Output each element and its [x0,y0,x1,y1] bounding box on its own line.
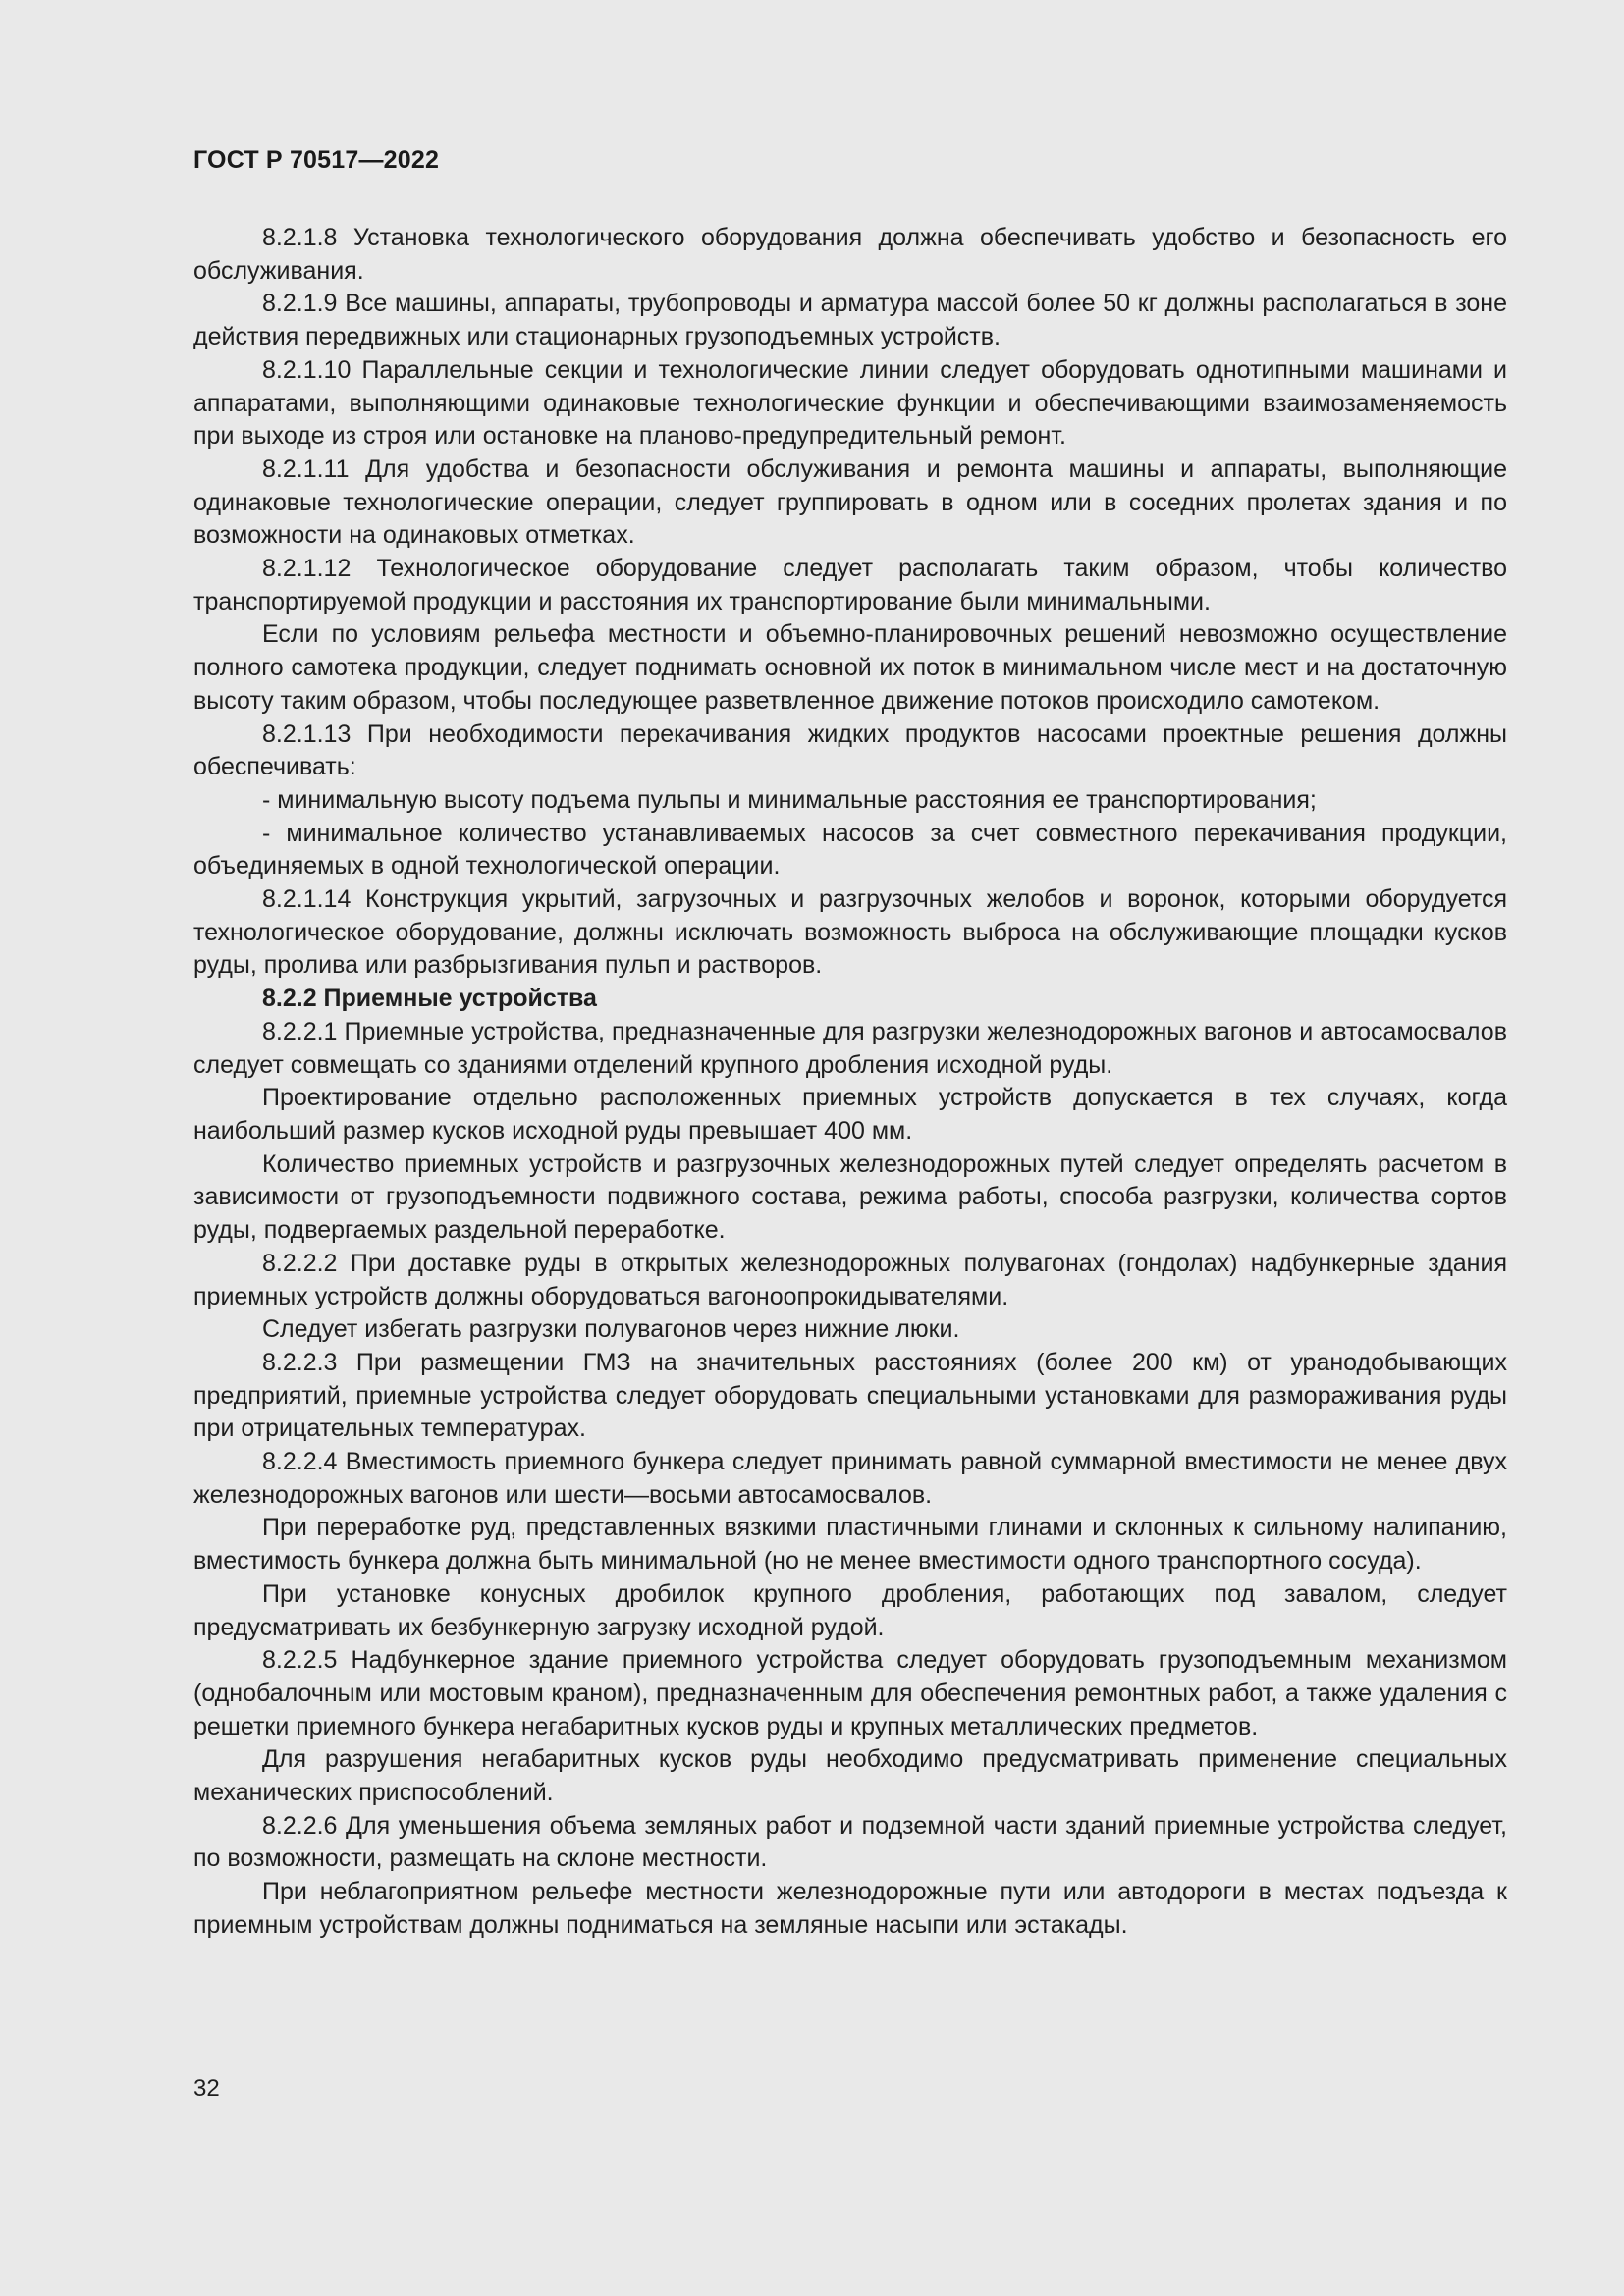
paragraph-cone-crushers: При установке конусных дробилок крупного дробления, работающих под завалом, следует предусматривать их безбункерную загрузку исходной рудой. [193,1579,1507,1641]
paragraph-8-2-1-9: 8.2.1.9 Все машины, аппараты, трубопроводы и арматура массой более 50 кг должны располагаться в зоне действия передвижных или стационарных грузоподъемных устройств. [193,290,1507,351]
paragraph-8-2-1-12: 8.2.1.12 Технологическое оборудование следует располагать таким образом, чтобы количество транспортируемой продукции и расстояния их транспортирование были минимальными. [193,555,1507,615]
paragraph-embankments: При неблагоприятном рельефе местности железнодорожные пути или автодороги в местах подъезда к приемным устройствам должны подниматься на земляные насыпи или эстакады. [193,1878,1507,1939]
paragraph-8-2-1-10: 8.2.1.10 Параллельные секции и технологические линии следует оборудовать однотипными машинами и аппаратами, выполняющими одинаковые технологические функции и обеспечивающими взаимозаменяемость при выходе из строя или остановке на планово-предупредительный ремонт. [193,355,1507,451]
paragraph-oversize-breaking: Для разрушения негабаритных кусков руды необходимо предусматривать применение специальных механических приспособлений. [193,1745,1507,1807]
section-heading-8-2-2: 8.2.2 Приемные устройства [262,985,597,1013]
list-item-pump-height: - минимальную высоту подъема пульпы и минимальные расстояния ее транспортирования; [262,785,1317,814]
paragraph-8-2-2-5: 8.2.2.5 Надбункерное здание приемного устройства следует оборудовать грузоподъемным механизмом (однобалочным или мостовым краном), предназначенным для обеспечения ремонтных работ, а также удаления с решетки приемного бункера негабаритных кусков руды и крупных металлических предметов. [193,1646,1507,1740]
paragraph-8-2-2-6: 8.2.2.6 Для уменьшения объема земляных работ и подземной части зданий приемные устройства следует, по возможности, размещать на склоне местности. [193,1811,1507,1873]
page-number: 32 [193,2075,220,2102]
paragraph-8-2-2-4: 8.2.2.4 Вместимость приемного бункера следует принимать равной суммарной вместимости не менее двух железнодорожных вагонов или шести—восьми автосамосвалов. [193,1448,1507,1509]
paragraph-separate-receivers: Проектирование отдельно расположенных приемных устройств допускается в тех случаях, когда наибольший размер кусков исходной руды превышает 400 мм. [193,1084,1507,1145]
paragraph-8-2-1-13: 8.2.1.13 При необходимости перекачивания жидких продуктов насосами проектные решения должны обеспечивать: [193,720,1507,781]
document-body [193,222,1507,1943]
paragraph-clay-ores: При переработке руд, представленных вязкими пластичными глинами и склонных к сильному налипанию, вместимость бункера должна быть минимальной (но не менее вместимости одного транспортного сосуда). [193,1514,1507,1575]
paragraph-self-flow: Если по условиям рельефа местности и объемно-планировочных решений невозможно осуществление полного самотека продукции, следует поднимать основной их поток в минимальном числе мест и на достаточную высоту таким образом, чтобы последующее разветвленное движение потоков происходило самотеком. [193,620,1507,715]
paragraph-8-2-2-2: 8.2.2.2 При доставке руды в открытых железнодорожных полувагонах (гондолах) надбункерные здания приемных устройств должны оборудоваться вагоноопрокидывателями. [193,1249,1507,1310]
paragraph-avoid-hatches: Следует избегать разгрузки полувагонов через нижние люки. [262,1315,960,1344]
paragraph-8-2-2-1: 8.2.2.1 Приемные устройства, предназначенные для разгрузки железнодорожных вагонов и автосамосвалов следует совмещать со зданиями отделений крупного дробления исходной руды. [193,1017,1507,1079]
paragraph-receiver-count: Количество приемных устройств и разгрузочных железнодорожных путей следует определять расчетом в зависимости от грузоподъемности подвижного состава, режима работы, способа разгрузки, количества сортов руды, подвергаемых раздельной переработке. [193,1149,1507,1245]
standard-header: ГОСТ Р 70517—2022 [193,146,440,174]
paragraph-8-2-2-3: 8.2.2.3 При размещении ГМЗ на значительных расстояниях (более 200 км) от уранодобывающих предприятий, приемные устройства следует оборудовать специальными установками для размораживания руды при отрицательных температурах. [193,1348,1507,1443]
paragraph-8-2-1-8: 8.2.1.8 Установка технологического оборудования должна обеспечивать удобство и безопасность его обслуживания. [193,224,1507,285]
list-item-pump-count: - минимальное количество устанавливаемых насосов за счет совместного перекачивания продукции, объединяемых в одной технологической операции. [193,819,1507,881]
paragraph-8-2-1-11: 8.2.1.11 Для удобства и безопасности обслуживания и ремонта машины и аппараты, выполняющие одинаковые технологические операции, следует группировать в одном или в соседних пролетах здания и по возможности на одинаковых отметках. [193,454,1507,550]
paragraph-8-2-1-14: 8.2.1.14 Конструкция укрытий, загрузочных и разгрузочных желобов и воронок, которыми оборудуется технологическое оборудование, должны исключать возможность выброса на обслуживающие площадки кусков руды, пролива или разбрызгивания пульп и растворов. [193,885,1507,980]
